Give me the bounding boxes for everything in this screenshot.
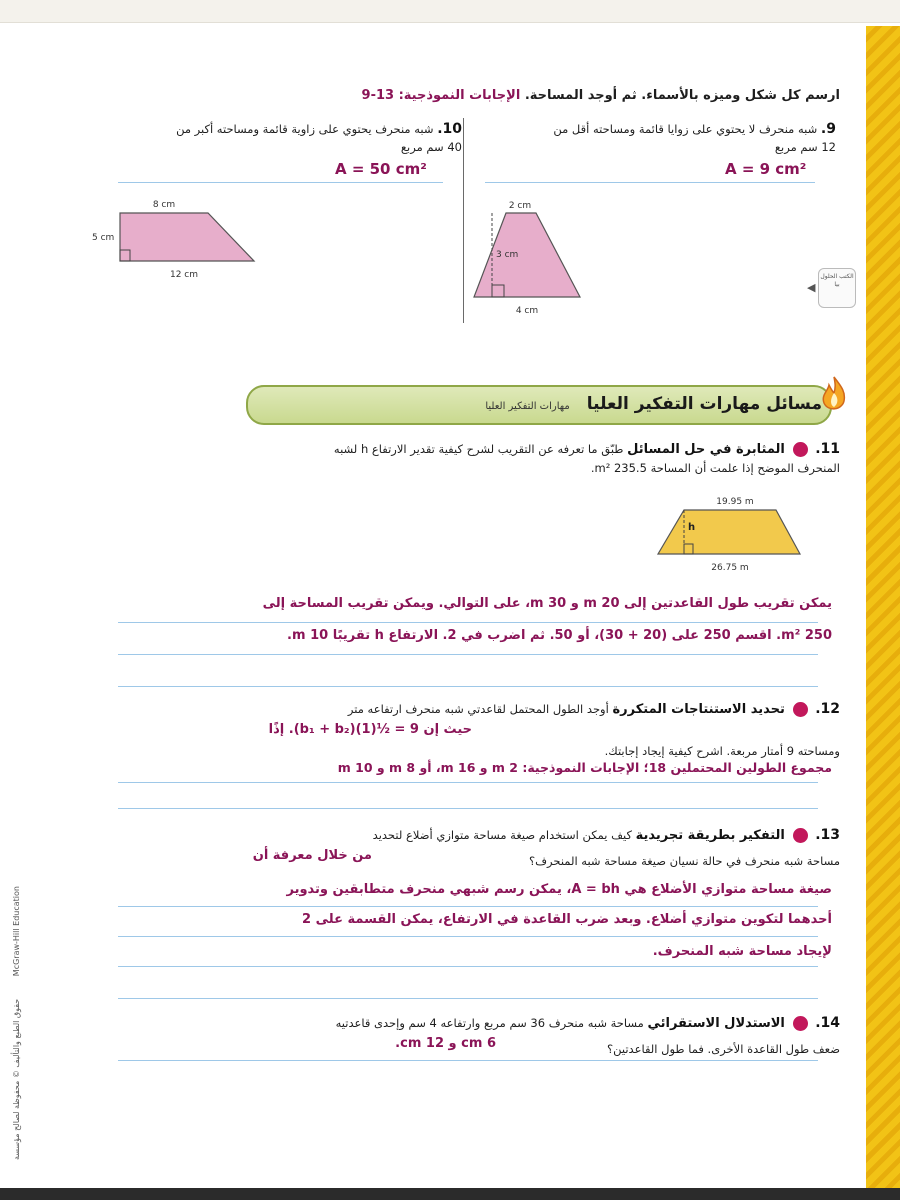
base-bottom-label: 26.75 m — [711, 563, 749, 573]
answer-line — [118, 966, 818, 967]
problem-keyword: تحديد الاستنتاجات المتكررة — [612, 702, 785, 717]
answer-line — [118, 782, 818, 783]
banner-subtitle: مهارات التفكير العليا — [485, 401, 570, 412]
practice-badge-icon — [793, 828, 808, 843]
problem-text-2: 40 سم مربع — [400, 140, 462, 154]
answer-line — [485, 182, 815, 183]
answer-line — [118, 1060, 818, 1061]
problem-12-text2: ومساحته 9 أمتار مربعة. اشرح كيفية إيجاد إجابتك. — [604, 744, 840, 758]
answer-line — [118, 906, 818, 907]
problem-9 — [466, 120, 836, 156]
answer-11-line-1: يمكن تقريب طول القاعدتين إلى m 20 و m 30، على التوالي. ويمكن تقريب المساحة إلى — [262, 596, 832, 611]
sidebar-credits — [12, 886, 22, 1170]
instruction — [80, 88, 840, 103]
answer-13-inline: من خلال معرفة أن — [252, 848, 372, 863]
problem-number: 9. — [820, 121, 836, 137]
problem-text: مساحة شبه منحرف 36 سم مربع وارتفاعه 4 سم وإحدى قاعدتيه — [335, 1016, 644, 1030]
answer-13-line-3: لإيجاد مساحة شبه المنحرف. — [652, 944, 832, 959]
arrow-left-icon: ◀ — [807, 281, 816, 294]
copyright-text: حقوق الطبع والتأليف © محفوظة لصالح مؤسسة — [12, 998, 21, 1160]
side-note-label: الكتب الحلول بيا — [820, 273, 854, 288]
problem-text-2: المنحرف الموضح إذا علمت أن المساحة 235.5 m². — [590, 461, 840, 475]
practice-badge-icon — [793, 442, 808, 457]
problem-keyword: المثابرة في حل المسائل — [627, 442, 785, 457]
side-note-icon[interactable] — [818, 268, 856, 308]
publisher-text: McGraw-Hill Education — [12, 886, 21, 977]
problem-text: أوجد الطول المحتمل لقاعدتي شبه منحرف ارتفاعه متر — [347, 702, 609, 716]
practice-badge-icon — [793, 702, 808, 717]
decorative-stripe — [866, 26, 900, 1188]
answer-line — [118, 654, 818, 655]
answer-11-line-2: m² 250. اقسم 250 على (20 + 30)، أو 50. ثم اضرب في 2. الارتفاع h تقريبًا m 10. — [287, 628, 832, 643]
problem-text-2: 12 سم مربع — [774, 140, 836, 154]
height-label: 3 cm — [496, 250, 519, 260]
answer-line — [118, 998, 818, 999]
bottom-bar — [0, 1188, 900, 1200]
problem-11 — [240, 440, 840, 477]
top-bar — [0, 0, 900, 23]
problem-keyword: التفكير بطريقة تجريدية — [635, 828, 785, 843]
base-top-label: 2 cm — [508, 201, 532, 211]
problem-number: 12. — [815, 701, 840, 717]
practice-badge-icon — [793, 1016, 808, 1031]
flame-icon — [818, 375, 850, 415]
problem-12 — [140, 700, 840, 719]
problem-text: شبه منحرف لا يحتوي على زوايا قائمة ومساحته أقل من — [553, 122, 818, 136]
problem-13-text2: مساحة شبه منحرف في حالة نسيان صيغة مساحة شبه المنحرف؟ — [529, 854, 840, 868]
problem-text: شبه منحرف يحتوي على زاوية قائمة ومساحته أكبر من — [176, 122, 434, 136]
answer-line — [118, 936, 818, 937]
problem-text: كيف يمكن استخدام صيغة مساحة متوازي أضلاع لتحديد — [372, 828, 632, 842]
answer-9: A = 9 cm² — [725, 160, 807, 178]
problem-keyword: الاستدلال الاستقرائي — [647, 1016, 785, 1031]
banner-title: مسائل مهارات التفكير العليا — [586, 394, 822, 414]
base-bottom-label: 4 cm — [515, 306, 539, 316]
base-top-label: 8 cm — [152, 200, 176, 210]
answer-line — [118, 808, 818, 809]
height-label: 5 cm — [92, 233, 115, 243]
answer-12: مجموع الطولين المحتملين 18؛ الإجابات النموذجية: m 2 و m 16، أو m 8 و m 10 — [337, 760, 832, 775]
answer-line — [118, 182, 443, 183]
answer-14: 6 cm و 12 cm. — [395, 1036, 496, 1051]
trapezoid-figure-9 — [460, 195, 600, 320]
problem-number: 13. — [815, 827, 840, 843]
trapezoid-figure-10 — [90, 195, 280, 285]
height-label: h — [688, 522, 696, 533]
problem-number: 11. — [815, 441, 840, 457]
trapezoid-figure-11 — [650, 492, 820, 578]
base-bottom-label: 12 cm — [169, 270, 199, 280]
problem-14 — [140, 1014, 840, 1033]
sample-answers-label: الإجابات النموذجية: 13-9 — [361, 88, 521, 103]
problem-10 — [112, 120, 462, 156]
problem-number: 14. — [815, 1015, 840, 1031]
answer-13-line-2: أحدهما لتكوين متوازي أضلاع. وبعد ضرب القاعدة في الارتفاع، يمكن القسمة على 2 — [302, 912, 832, 927]
problem-13 — [140, 826, 840, 845]
problem-14-text2: ضعف طول القاعدة الأخرى. فما طول القاعدتين؟ — [607, 1042, 840, 1056]
base-top-label: 19.95 m — [716, 497, 754, 507]
answer-13-line-1: صيغة مساحة متوازي الأضلاع هي A = bh، يمكن رسم شبهي منحرف متطابقين وتدوير — [286, 882, 832, 897]
answer-line — [118, 686, 818, 687]
banner-content — [262, 390, 822, 418]
instruction-text: ارسم كل شكل وميزه بالأسماء. ثم أوجد المساحة. — [524, 88, 840, 103]
answer-10: A = 50 cm² — [335, 160, 427, 178]
problem-number: 10. — [437, 121, 462, 137]
answer-12-formula: حيث إن 9 = ½(1)(b₁ + b₂). إذًا — [268, 722, 472, 737]
problem-text: طبّق ما تعرفه عن التقريب لشرح كيفية تقدير الارتفاع h لشبه — [333, 442, 624, 456]
answer-line — [118, 622, 818, 623]
